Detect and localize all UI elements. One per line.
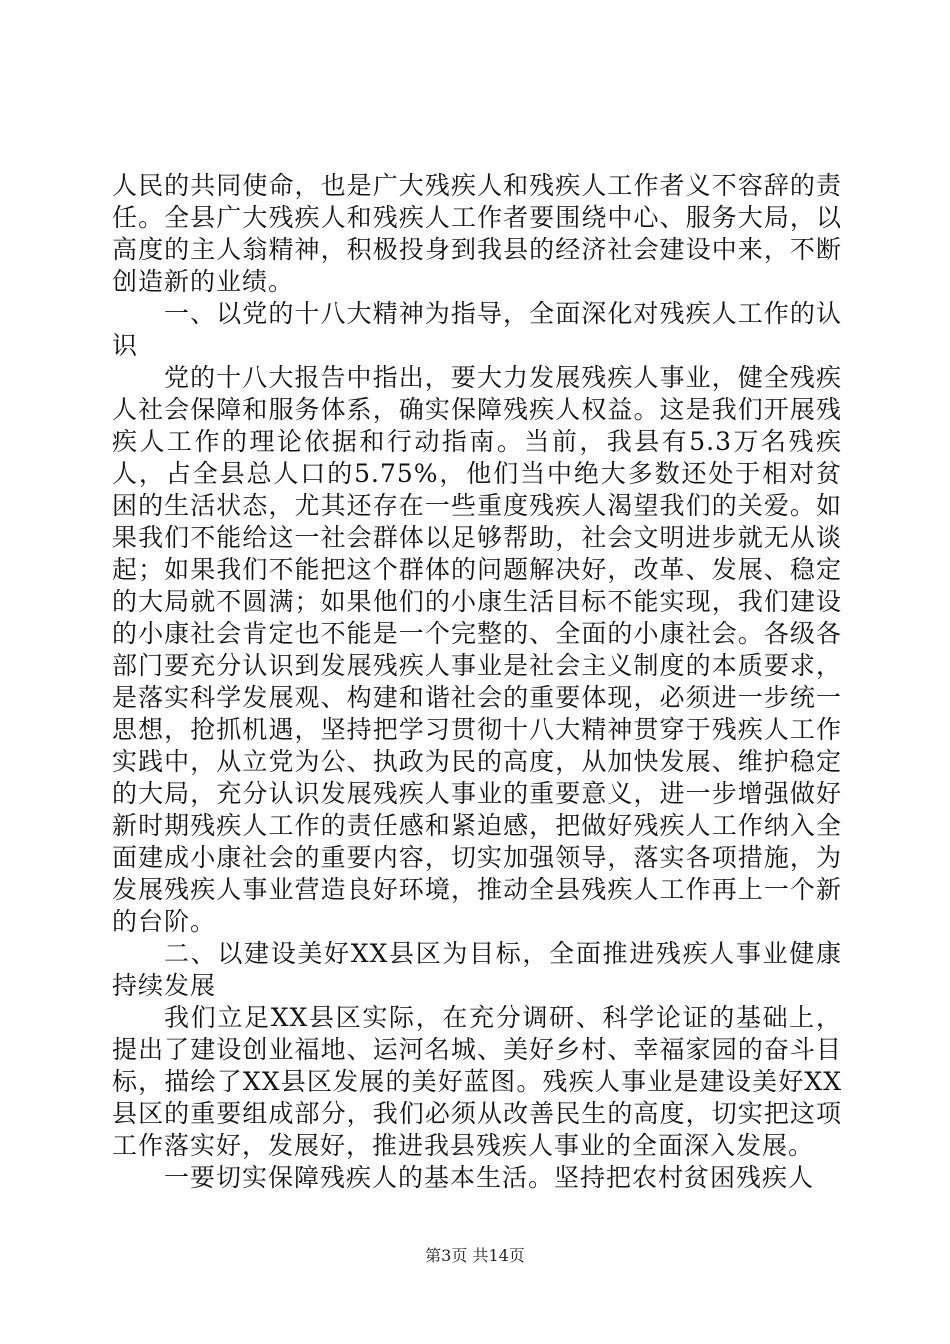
- page-footer: 第3页 共14页: [425, 1246, 525, 1265]
- paragraph-1: 人民的共同使命，也是广大残疾人和残疾人工作者义不容辞的责任。全县广大残疾人和残疾人工作者要围绕中心、服务大局，以高度的主人翁精神，积极投身到我县的经济社会建设中来，不断创造新的业绩。: [112, 171, 842, 296]
- paragraph-3: 我们立足XX县区实际，在充分调研、科学论证的基础上，提出了建设创业福地、运河名城、美好乡村、幸福家园的奋斗目标，描绘了XX县区发展的美好蓝图。残疾人事业是建设美好XX县区的重要组成部分，我们必须从改善民生的高度，切实把这项工作落实好，发展好，推进我县残疾人事业的全面深入发展。: [112, 1003, 842, 1160]
- paragraph-4: 一要切实保障残疾人的基本生活。坚持把农村贫困残疾人: [164, 1163, 815, 1192]
- paragraph-2: 党的十八大报告中指出，要大力发展残疾人事业，健全残疾人社会保障和服务体系，确实保障残疾人权益。这是我们开展残疾人工作的理论依据和行动指南。当前，我县有5.3万名残疾人，占全县总人口的5.75%，他们当中绝大多数还处于相对贫困的生活状态，尤其还存在一些重度残疾人渴望我们的关爱。如果我们不能给这一社会群体以足够帮助，社会文明进步就无从谈起；如果我们不能把这个群体的问题解决好，改革、发展、稳定的大局就不圆满；如果他们的小康生活目标不能实现，我们建设的小康社会肯定也不能是一个完整的、全面的小康社会。各级各部门要充分认识到发展残疾人事业是社会主义制度的本质要求，是落实科学发展观、构建和谐社会的重要体现，必须进一步统一思想，抢抓机遇，坚持把学习贯彻十八大精神贯穿于残疾人工作实践中，从立党为公、执政为民的高度，从加快发展、维护稳定的大局，充分认识发展残疾人事业的重要意义，进一步增强做好新时期残疾人工作的责任感和紧迫感，把做好残疾人工作纳入全面建成小康社会的重要内容，切实加强领导，落实各项措施，为发展残疾人事业营造良好环境，推动全县残疾人工作再上一个新的台阶。: [112, 363, 842, 936]
- document-body: [112, 170, 842, 1194]
- section-heading-2: 二、以建设美好XX县区为目标，全面推进残疾人事业健康持续发展: [112, 939, 842, 1000]
- section-heading-1: 一、以党的十八大精神为指导，全面深化对残疾人工作的认识: [112, 299, 842, 360]
